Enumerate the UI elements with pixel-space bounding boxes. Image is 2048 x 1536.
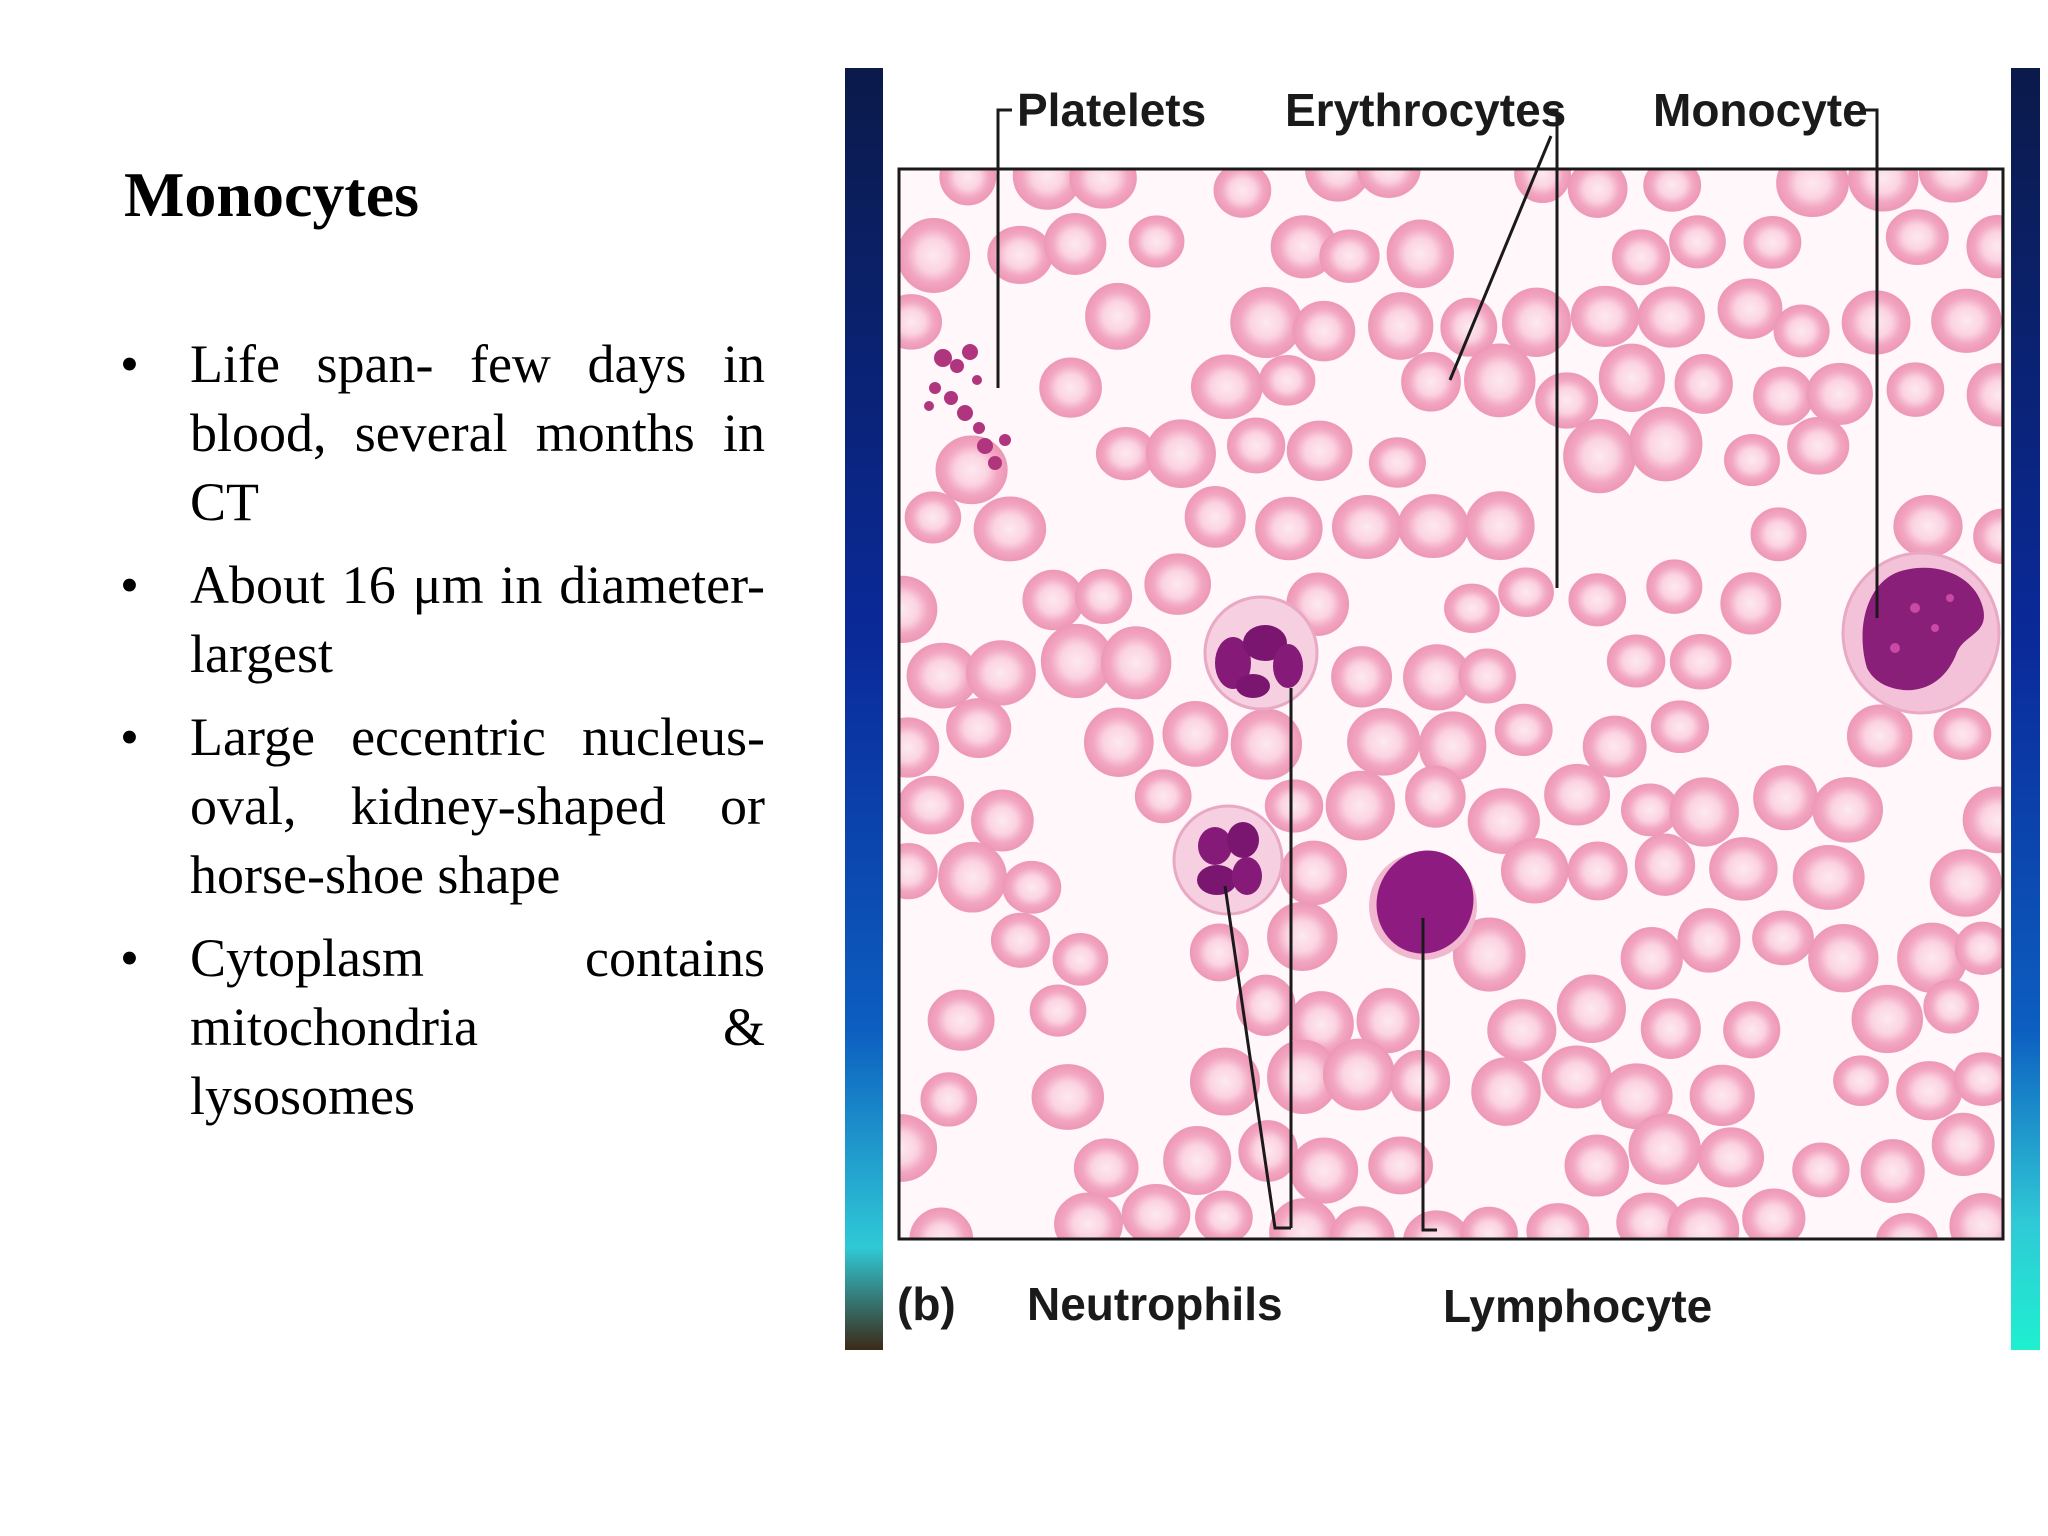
erythrocyte-cell (1724, 1002, 1780, 1058)
monocyte-cell (1843, 553, 1999, 713)
erythrocyte-cell (1564, 420, 1635, 493)
erythrocyte-cell (1543, 1046, 1611, 1107)
erythrocyte-cell (1690, 1066, 1754, 1126)
erythrocyte-cell (1260, 356, 1315, 405)
erythrocyte-cell (1231, 288, 1301, 358)
erythrocyte-cell (1565, 1135, 1628, 1196)
erythrocyte-cell (1920, 141, 1987, 202)
bullet-text: Cytoplasm contains mitochondria & lysosomes (190, 928, 765, 1126)
label-neutrophils: Neutrophils (1027, 1278, 1283, 1330)
erythrocyte-cell (877, 718, 938, 777)
erythrocyte-cell (1185, 487, 1245, 547)
blood-smear-figure (845, 68, 2040, 1350)
erythrocyte-cell (1647, 560, 1702, 613)
erythrocyte-cell (1499, 568, 1553, 616)
erythrocyte-cell (1040, 358, 1101, 417)
erythrocyte-cell (1465, 344, 1535, 416)
erythrocyte-cell (1721, 573, 1780, 634)
erythrocyte-cell (1933, 1114, 1994, 1176)
label-monocyte: Monocyte (1653, 84, 1868, 136)
erythrocyte-cell (1268, 903, 1337, 970)
erythrocyte-cell (1130, 216, 1184, 267)
erythrocyte-cell (1461, 1208, 1517, 1260)
erythrocyte-cell (947, 699, 1011, 757)
erythrocyte-cell (1849, 145, 1918, 211)
erythrocyte-cell (1288, 421, 1352, 480)
erythrocyte-cell (1445, 584, 1499, 632)
erythrocyte-cell (939, 843, 1006, 912)
erythrocyte-cell (1293, 302, 1354, 361)
erythrocyte-cell (1630, 408, 1702, 481)
erythrocyte-cell (1644, 159, 1700, 211)
erythrocyte-cell (1536, 373, 1597, 428)
erythrocyte-cell (1955, 922, 2009, 974)
erythrocyte-cell (1894, 496, 1962, 557)
erythrocyte-cell (1228, 418, 1285, 472)
erythrocyte-cell (1788, 418, 1849, 474)
erythrocyte-cell (1122, 1185, 1189, 1245)
erythrocyte-cell (1934, 709, 1990, 760)
erythrocyte-cell (1402, 353, 1460, 411)
erythrocyte-cell (1931, 850, 2001, 916)
bullet-text: About 16 μm in diameter-largest (190, 555, 765, 684)
erythrocyte-cell (1710, 838, 1777, 900)
erythrocyte-cell (1924, 980, 1978, 1033)
erythrocyte-cell (1164, 1127, 1231, 1195)
erythrocyte-cell (1214, 164, 1270, 217)
erythrocyte-cell (1459, 649, 1515, 703)
erythrocyte-cell (1266, 780, 1323, 832)
erythrocyte-cell (1086, 284, 1150, 349)
erythrocyte-cell (1600, 344, 1665, 411)
bullet-item (120, 703, 765, 910)
erythrocyte-cell (992, 914, 1050, 968)
bullet-text: Life span- few days in blood, several months in CT (190, 334, 765, 532)
erythrocyte-cell (967, 641, 1035, 705)
erythrocyte-cell (1754, 367, 1813, 424)
erythrocyte-cell (921, 1073, 976, 1126)
erythrocyte-cell (1670, 778, 1738, 846)
erythrocyte-cell (1675, 355, 1732, 413)
erythrocyte-cell (1621, 928, 1682, 989)
erythrocyte-cell (1744, 217, 1800, 268)
erythrocyte-cell (1527, 1204, 1589, 1258)
erythrocyte-cell (1807, 364, 1872, 425)
erythrocyte-cell (1075, 1139, 1138, 1197)
erythrocyte-cell (1809, 925, 1878, 992)
erythrocyte-cell (1877, 1214, 1938, 1269)
erythrocyte-cell (1085, 708, 1153, 776)
erythrocyte-cell (1191, 924, 1248, 980)
blood-smear-illustration (845, 68, 2040, 1350)
erythrocyte-cell (1406, 766, 1465, 827)
erythrocyte-cell (1332, 647, 1391, 707)
bullet-item (120, 551, 765, 689)
erythrocyte-cell (1754, 766, 1817, 830)
erythrocyte-cell (1404, 1211, 1470, 1272)
erythrocyte-cell (1671, 635, 1731, 689)
erythrocyte-cell (1753, 911, 1813, 964)
erythrocyte-cell (1558, 975, 1626, 1042)
erythrocyte-cell (1932, 290, 2001, 353)
label-erythrocytes: Erythrocytes (1285, 84, 1567, 136)
erythrocyte-cell (940, 148, 995, 205)
bullet-icon: • (120, 928, 139, 988)
label-platelets: Platelets (1017, 84, 1207, 136)
erythrocyte-cell (1699, 1128, 1763, 1187)
erythrocyte-cell (1636, 834, 1695, 895)
bullet-icon: • (120, 334, 139, 394)
panel-label: (b) (897, 1278, 956, 1330)
erythrocyte-cell (1270, 1199, 1337, 1265)
erythrocyte-cell (1053, 934, 1107, 985)
erythrocyte-cell (1076, 570, 1132, 624)
erythrocyte-cell (1813, 778, 1882, 842)
bullet-text: Large eccentric nucleus- oval, kidney-shaped or horse-shoe shape (190, 707, 765, 905)
erythrocyte-cell (1950, 1194, 2015, 1258)
erythrocyte-cell (1793, 1143, 1849, 1196)
erythrocyte-cell (1488, 1000, 1556, 1061)
erythrocyte-cell (1897, 1062, 1962, 1120)
label-lymphocyte: Lymphocyte (1443, 1280, 1713, 1332)
erythrocyte-cell (1326, 772, 1394, 840)
erythrocyte-cell (1794, 846, 1864, 909)
erythrocyte-cell (1045, 214, 1106, 274)
erythrocyte-cell (1333, 496, 1401, 559)
erythrocyte-cell (1668, 1198, 1738, 1262)
erythrocyte-cell (1777, 150, 1848, 216)
erythrocyte-cell (1055, 1193, 1122, 1254)
bullet-item (120, 924, 765, 1131)
erythrocyte-cell (1887, 210, 1948, 264)
erythrocyte-cell (1466, 492, 1534, 559)
erythrocyte-cell (1196, 1191, 1252, 1243)
erythrocyte-cell (1324, 1039, 1394, 1109)
erythrocyte-cell (1861, 1140, 1924, 1202)
erythrocyte-cell (880, 844, 937, 899)
erythrocyte-cell (928, 990, 993, 1050)
erythrocyte-cell (1852, 986, 1922, 1053)
erythrocyte-cell (899, 777, 964, 834)
erythrocyte-cell (881, 295, 941, 349)
erythrocyte-cell (898, 219, 969, 292)
bullet-item (120, 330, 765, 537)
erythrocyte-cell (905, 492, 960, 543)
erythrocyte-cell (1003, 862, 1060, 913)
erythrocyte-cell (1070, 148, 1136, 208)
erythrocyte-cell (1147, 420, 1216, 487)
erythrocyte-cell (1670, 216, 1725, 268)
erythrocyte-cell (1638, 287, 1704, 347)
erythrocyte-cell (1370, 438, 1426, 487)
erythrocyte-cell (1472, 1058, 1540, 1125)
erythrocyte-cell (1023, 571, 1083, 630)
erythrocyte-cell (1136, 770, 1191, 822)
erythrocyte-cell (1774, 305, 1829, 356)
slide-title: Monocytes (124, 159, 420, 230)
erythrocyte-cell (1678, 909, 1740, 972)
erythrocyte-cell (1642, 999, 1701, 1058)
erythrocyte-cell (1192, 355, 1262, 418)
erythrocyte-cell (1725, 435, 1779, 486)
erythrocyte-cell (1387, 220, 1453, 287)
erythrocyte-cell (1496, 705, 1552, 756)
erythrocyte-cell (1848, 705, 1912, 767)
erythrocyte-cell (1030, 985, 1085, 1036)
right-frame-bar (2011, 68, 2040, 1350)
erythrocyte-cell (1608, 635, 1665, 687)
bullet-icon: • (120, 707, 139, 767)
erythrocyte-cell (1502, 839, 1568, 903)
erythrocyte-cell (1032, 1065, 1103, 1129)
left-frame-bar (845, 68, 883, 1350)
erythrocyte-cell (1751, 508, 1806, 560)
erythrocyte-cell (974, 497, 1045, 560)
erythrocyte-cell (1256, 498, 1322, 560)
bullet-icon: • (120, 555, 139, 615)
erythrocyte-cell (1291, 1138, 1358, 1203)
erythrocyte-cell (1348, 709, 1420, 775)
erythrocyte-cell (1145, 554, 1210, 614)
erythrocyte-cell (1320, 230, 1379, 282)
neutrophil-cell (1205, 597, 1317, 709)
erythrocyte-cell (1613, 230, 1670, 284)
erythrocyte-cell (1369, 293, 1433, 359)
bullet-list (120, 330, 765, 1145)
erythrocyte-cell (1569, 574, 1625, 626)
erythrocyte-cell (972, 790, 1033, 850)
erythrocyte-cell (1545, 765, 1609, 825)
erythrocyte-cell (1398, 495, 1468, 557)
erythrocyte-cell (1572, 287, 1639, 347)
erythrocyte-cell (1102, 627, 1171, 699)
erythrocyte-cell (1652, 701, 1709, 752)
erythrocyte-cell (1887, 363, 1943, 416)
erythrocyte-cell (1718, 279, 1781, 338)
erythrocyte-cell (1568, 842, 1627, 899)
erythrocyte-cell (1834, 1056, 1888, 1105)
erythrocyte-cell (1629, 1114, 1700, 1184)
erythrocyte-cell (1391, 1051, 1450, 1111)
erythrocyte-cell (1163, 702, 1227, 766)
